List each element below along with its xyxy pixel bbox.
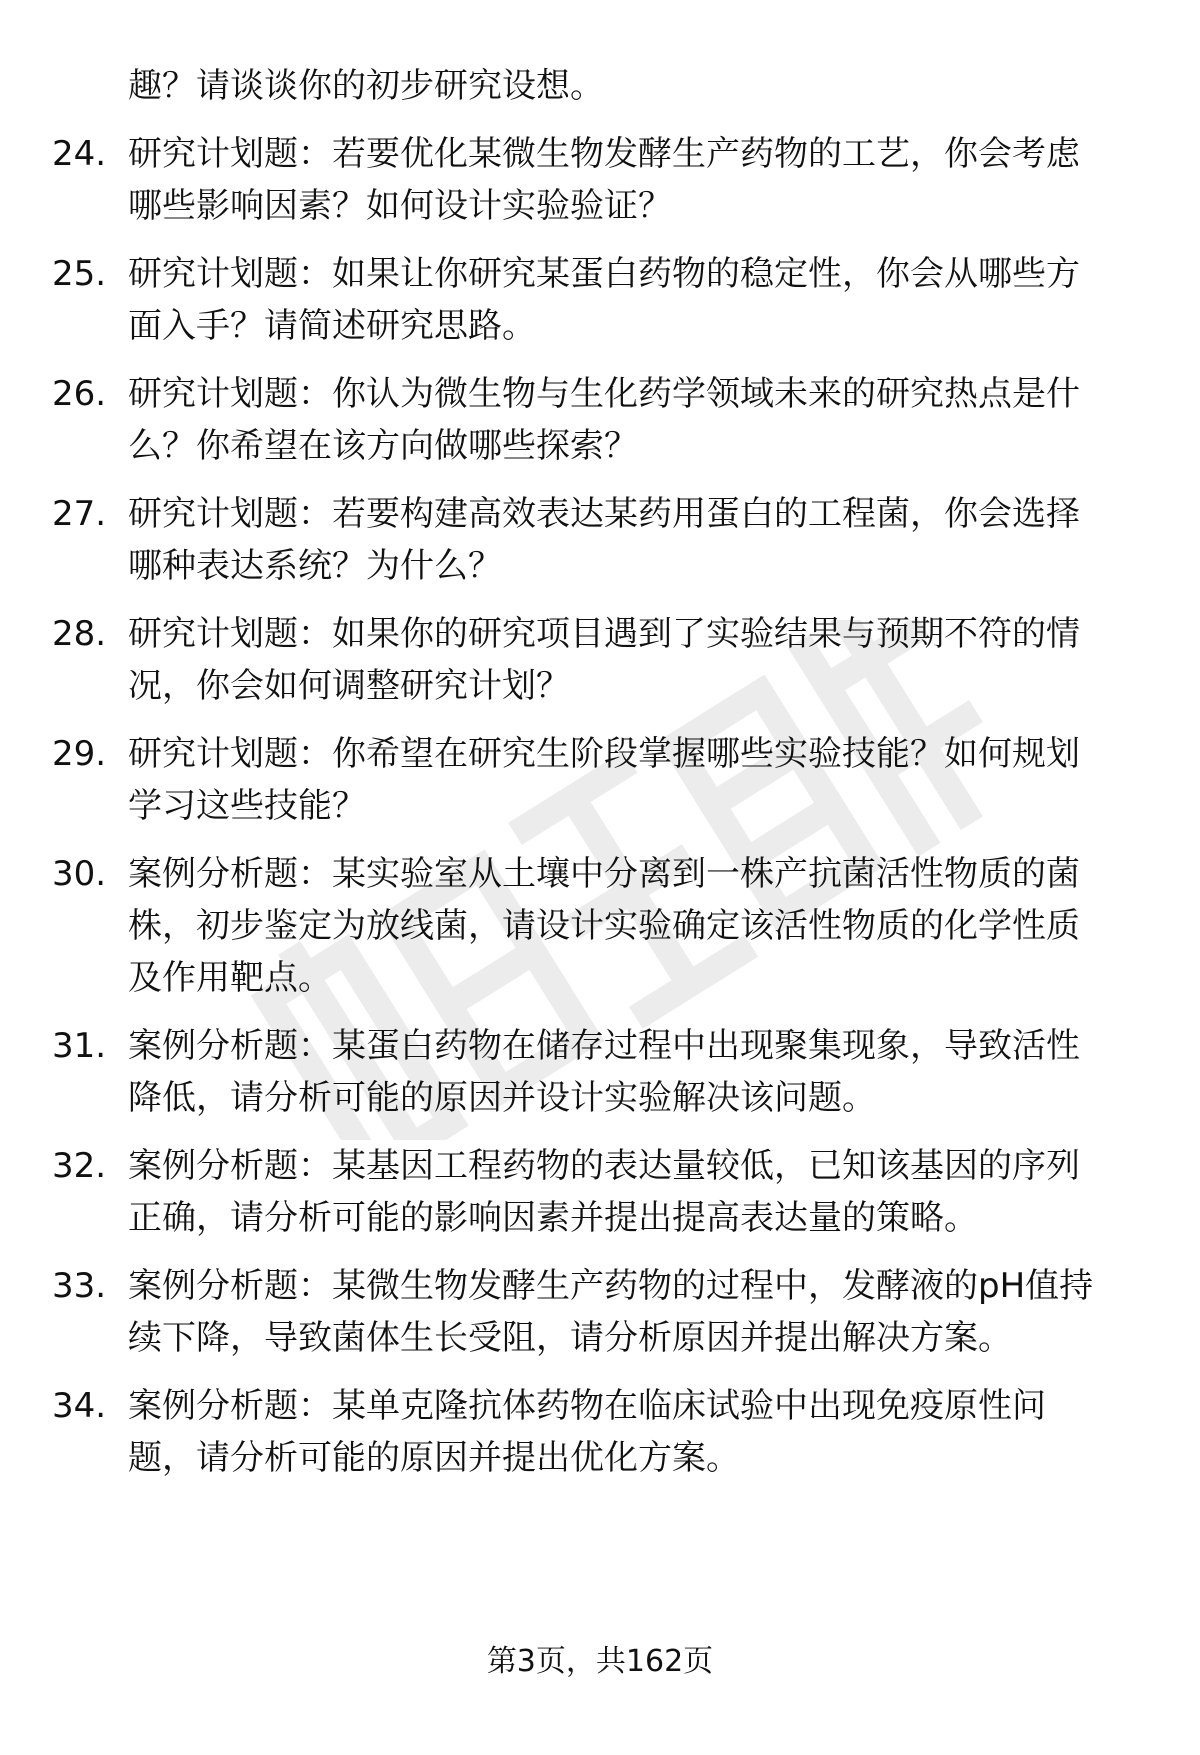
question-line: 案例分析题：某蛋白药物在储存过程中出现聚集现象，导致活性 bbox=[128, 1026, 1080, 1066]
question-text bbox=[128, 608, 1158, 712]
question-line: 面入手？请简述研究思路。 bbox=[128, 306, 536, 346]
question-number: 31. bbox=[52, 1026, 107, 1066]
question-number: 33. bbox=[52, 1266, 107, 1306]
question-text bbox=[128, 1020, 1158, 1124]
question-number: 25. bbox=[52, 254, 107, 294]
question-number: 28. bbox=[52, 614, 107, 654]
question-line: 哪些影响因素？如何设计实验验证？ bbox=[128, 186, 672, 226]
question-number: 34. bbox=[52, 1386, 107, 1426]
question-number: 30. bbox=[52, 854, 107, 894]
question-line: 株，初步鉴定为放线菌，请设计实验确定该活性物质的化学性质 bbox=[128, 906, 1080, 946]
question-number: 27. bbox=[52, 494, 107, 534]
question-line: 研究计划题：若要构建高效表达某药用蛋白的工程菌，你会选择 bbox=[128, 494, 1080, 534]
question-line: 研究计划题：如果让你研究某蛋白药物的稳定性，你会从哪些方 bbox=[128, 254, 1080, 294]
question-line: 题，请分析可能的原因并提出优化方案。 bbox=[128, 1438, 740, 1478]
question-line: 研究计划题：如果你的研究项目遇到了实验结果与预期不符的情 bbox=[128, 614, 1080, 654]
question-number: 32. bbox=[52, 1146, 107, 1186]
question-line: 研究计划题：若要优化某微生物发酵生产药物的工艺，你会考虑 bbox=[128, 134, 1080, 174]
question-line: 学习这些技能？ bbox=[128, 786, 366, 826]
continued-question-text: 趣？请谈谈你的初步研究设想。 bbox=[128, 66, 604, 106]
question-line: 降低，请分析可能的原因并设计实验解决该问题。 bbox=[128, 1078, 876, 1118]
question-text bbox=[128, 848, 1158, 1004]
question-number: 26. bbox=[52, 374, 107, 414]
question-line: 研究计划题：你认为微生物与生化药学领域未来的研究热点是什 bbox=[128, 374, 1080, 414]
question-text bbox=[128, 368, 1158, 472]
question-line: 续下降，导致菌体生长受阻，请分析原因并提出解决方案。 bbox=[128, 1318, 1012, 1358]
question-number: 29. bbox=[52, 734, 107, 774]
question-line: 哪种表达系统？为什么？ bbox=[128, 546, 502, 586]
question-text bbox=[128, 1260, 1158, 1364]
question-line: 况，你会如何调整研究计划？ bbox=[128, 666, 570, 706]
question-text bbox=[128, 1380, 1158, 1484]
question-text bbox=[128, 248, 1158, 352]
question-line: 研究计划题：你希望在研究生阶段掌握哪些实验技能？如何规划 bbox=[128, 734, 1080, 774]
question-line: 案例分析题：某单克隆抗体药物在临床试验中出现免疫原性问 bbox=[128, 1386, 1046, 1426]
question-line: 案例分析题：某基因工程药物的表达量较低，已知该基因的序列 bbox=[128, 1146, 1080, 1186]
question-text bbox=[128, 488, 1158, 592]
question-text bbox=[128, 1140, 1158, 1244]
question-line: 及作用靶点。 bbox=[128, 958, 332, 998]
question-line: 么？你希望在该方向做哪些探索？ bbox=[128, 426, 638, 466]
question-line: 正确，请分析可能的影响因素并提出提高表达量的策略。 bbox=[128, 1198, 978, 1238]
page-footer: 第3页，共162页 bbox=[486, 1644, 714, 1679]
question-text bbox=[128, 728, 1158, 832]
question-line: 案例分析题：某微生物发酵生产药物的过程中，发酵液的pH值持 bbox=[128, 1266, 1094, 1306]
question-line: 案例分析题：某实验室从土壤中分离到一株产抗菌活性物质的菌 bbox=[128, 854, 1080, 894]
question-number: 24. bbox=[52, 134, 107, 174]
question-text bbox=[128, 128, 1158, 232]
